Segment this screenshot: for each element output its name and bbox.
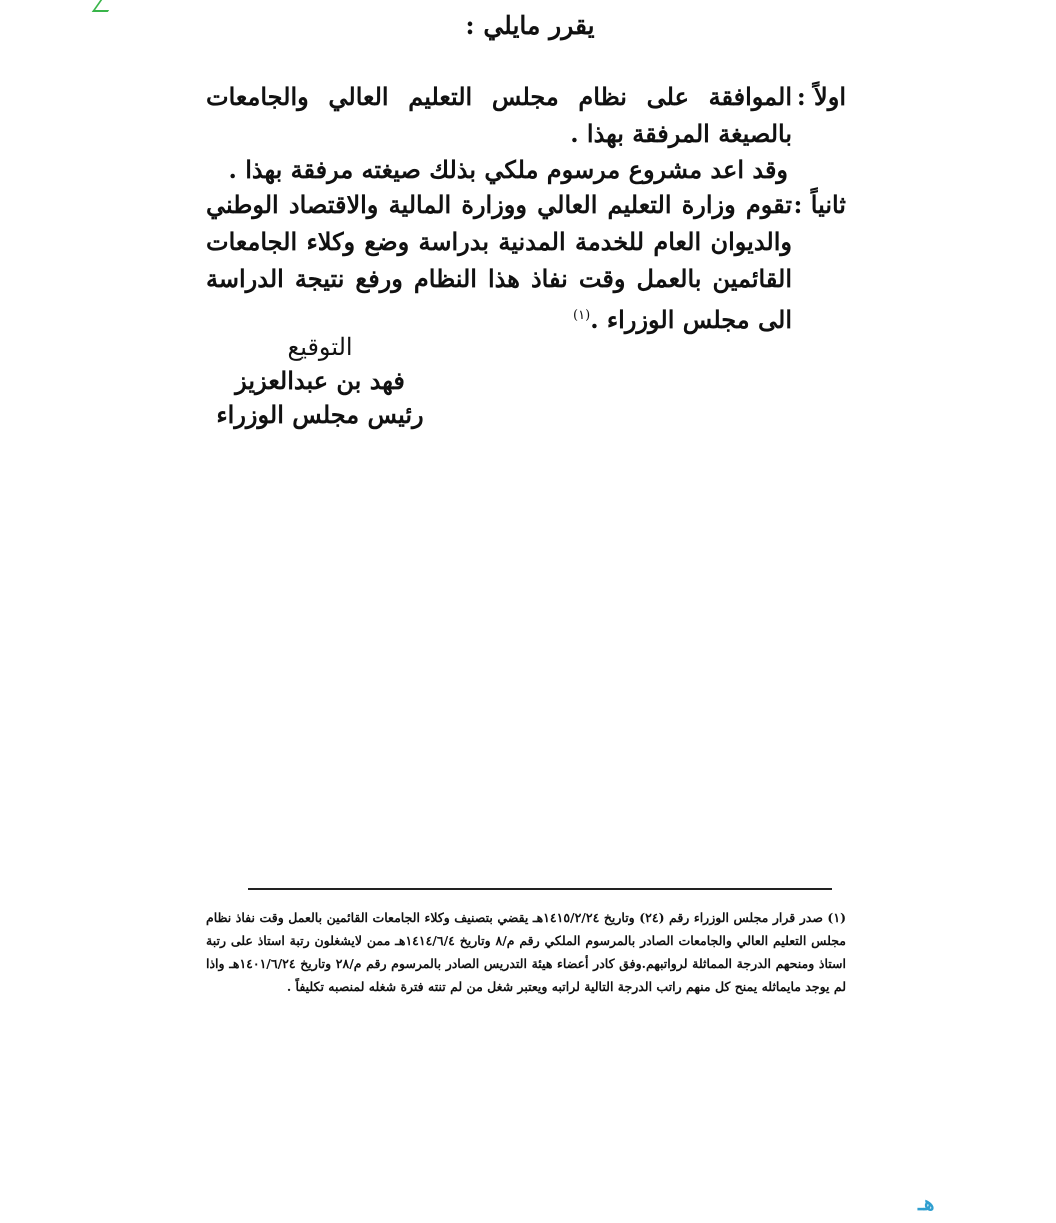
clause-first-text: الموافقة على نظام مجلس التعليم العالي والجامعات بالصيغة المرفقة بهذا . [206,82,792,148]
decision-heading: يقرر مايلي : [465,11,595,40]
footnote-divider [248,888,832,890]
signatory-name: فهد بن عبدالعزيز [235,366,405,395]
signature-label: التوقيع [287,333,353,361]
page-number: هـ [918,1191,935,1215]
signatory-title: رئيس مجلس الوزراء [216,400,424,429]
clause-first [206,78,846,152]
royal-decree-note: وقد اعد مشروع مرسوم ملكي بذلك صيغته مرفقة بهذا . [228,155,788,184]
clause-second-label: ثانياً : [793,190,846,219]
clause-second [206,186,846,338]
clause-second-body [206,186,792,338]
clause-second-text: تقوم وزارة التعليم العالي ووزارة المالية والاقتصاد الوطني والديوان العام للخدمة المدنية بدراسة وضع وكلاء الجامعات القائمين بالعمل وقت نفاذ هذا النظام ورفع نتيجة الدراسة الى مجلس الوزراء . [206,190,792,334]
clause-first-label: اولاً : [796,82,846,111]
corner-mark [92,0,116,12]
footnote-reference: (١) [573,308,591,323]
signature-block [200,330,440,432]
footnote-text: (١) صدر قرار مجلس الوزراء رقم (٢٤) وتاريخ ١٤١٥/٢/٢٤هـ يقضي بتصنيف وكلاء الجامعات القائمين بالعمل وقت نفاذ نظام مجلس التعليم العالي والجامعات الصادر بالمرسوم الملكي رقم م/٨ وتاريخ ١٤١٤/٦/٤هـ ممن لايشغلون رتبة استاذ على رتبة استاذ ومنحهم الدرجة المماثلة لرواتبهم.وفق كادر أعضاء هيئة التدريس الصادر بالمرسوم رقم م/٢٨ وتاريخ ١٤٠١/٦/٢٤هـ واذا لم يوجد مايماثله يمنح كل منهم راتب الدرجة التالية لراتبه ويعتبر شغل من لم تنته فترة شغله لمنصبه تكليفاً . [206,910,846,994]
